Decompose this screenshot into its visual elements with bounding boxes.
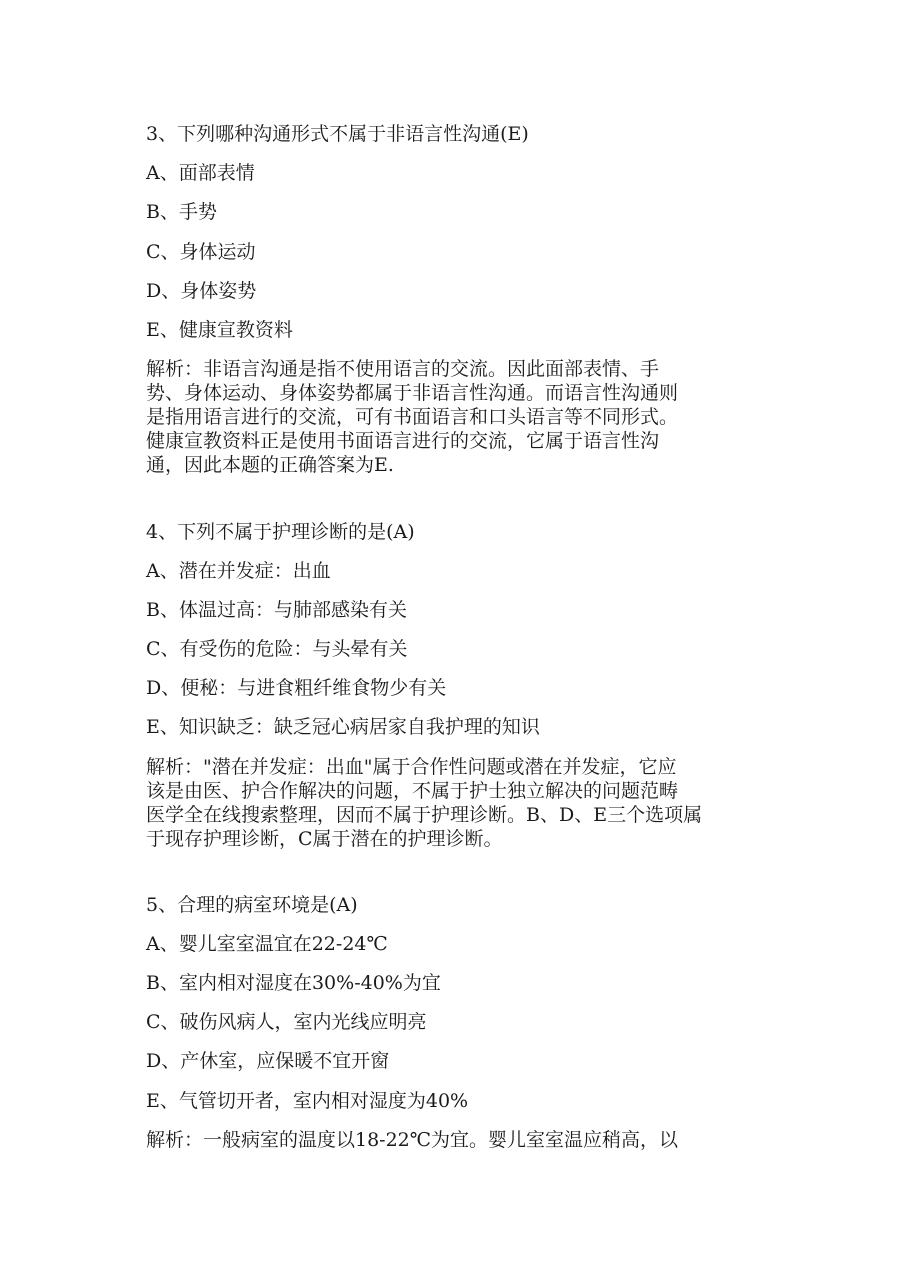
question-4-option-a: A、潜在并发症：出血 [146, 560, 331, 582]
question-5-stem: 5、合理的病室环境是(A) [146, 894, 358, 916]
question-5-option-e: E、气管切开者，室内相对湿度为40% [146, 1090, 469, 1112]
question-5-option-a: A、婴儿室室温宜在22-24℃ [146, 933, 388, 955]
analysis-line: 解析："潜在并发症：出血"属于合作性问题或潜在并发症，它应 [146, 756, 677, 778]
analysis-line: 解析：一般病室的温度以18-22℃为宜。婴儿室室温应稍高，以 [146, 1129, 679, 1151]
question-5-analysis [146, 1128, 766, 1152]
question-4-option-e: E、知识缺乏：缺乏冠心病居家自我护理的知识 [146, 716, 540, 738]
question-4-stem: 4、下列不属于护理诊断的是(A) [146, 521, 415, 543]
analysis-line: 健康宣教资料正是使用书面语言进行的交流，它属于语言性沟 [146, 430, 660, 452]
analysis-line: 于现存护理诊断，C属于潜在的护理诊断。 [146, 828, 503, 850]
question-4-option-d: D、便秘：与进食粗纤维食物少有关 [146, 677, 447, 699]
question-3-stem: 3、下列哪种沟通形式不属于非语言性沟通(E) [146, 123, 529, 145]
question-3-analysis [146, 357, 766, 477]
question-4-option-c: C、有受伤的危险：与头晕有关 [146, 638, 408, 660]
analysis-line: 通，因此本题的正确答案为E. [146, 454, 394, 476]
analysis-line: 医学全在线搜索整理，因而不属于护理诊断。B、D、E三个选项属 [146, 804, 703, 826]
question-4-option-b: B、体温过高：与肺部感染有关 [146, 599, 407, 621]
question-3-option-b: B、手势 [146, 201, 217, 223]
question-3-option-e: E、健康宣教资料 [146, 319, 293, 341]
question-5-option-c: C、破伤风病人，室内光线应明亮 [146, 1011, 427, 1033]
question-3-option-d: D、身体姿势 [146, 280, 257, 302]
analysis-line: 该是由医、护合作解决的问题，不属于护士独立解决的问题范畴 [146, 780, 679, 802]
analysis-line: 势、身体运动、身体姿势都属于非语言性沟通。而语言性沟通则 [146, 382, 679, 404]
question-3-option-a: A、面部表情 [146, 162, 255, 184]
analysis-line: 是指用语言进行的交流，可有书面语言和口头语言等不同形式。 [146, 406, 679, 428]
question-5-option-b: B、室内相对湿度在30%-40%为宜 [146, 972, 441, 994]
analysis-line: 解析：非语言沟通是指不使用语言的交流。因此面部表情、手 [146, 358, 660, 380]
question-3-option-c: C、身体运动 [146, 241, 256, 263]
question-5-option-d: D、产休室，应保暖不宜开窗 [146, 1050, 390, 1072]
question-4-analysis [146, 755, 766, 851]
